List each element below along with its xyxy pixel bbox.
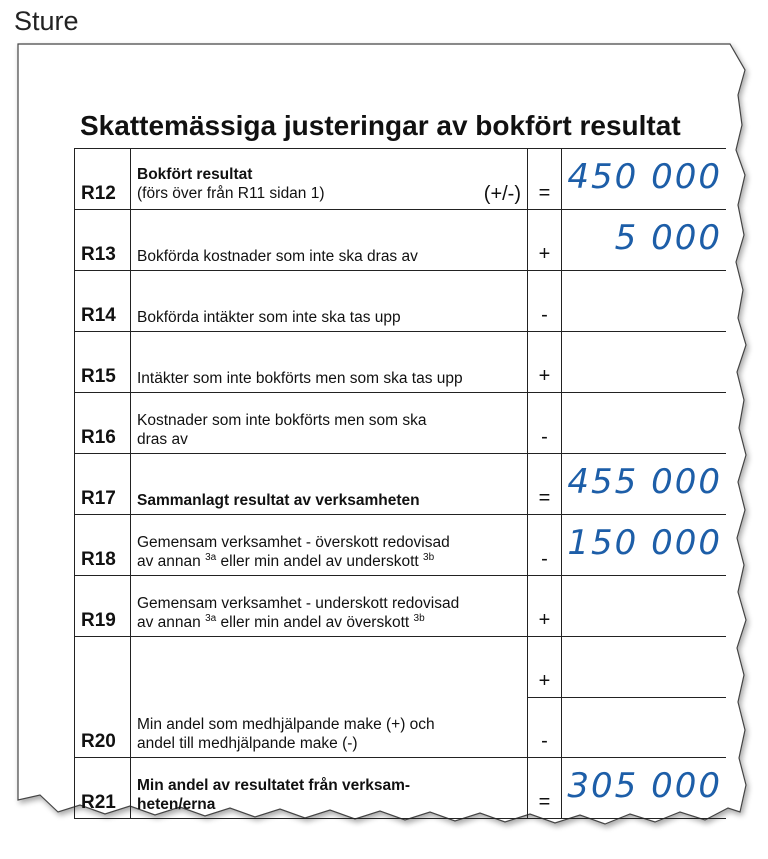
owner-name: Sture [14, 6, 79, 36]
row-code: R17 [75, 454, 131, 514]
row-description: Kostnader som inte bokförts men som ska dras av [131, 393, 528, 453]
row-description: Min andel av resultatet från verksam- heten/erna [131, 758, 528, 818]
amount-field-r14[interactable] [562, 271, 726, 331]
row-description: Sammanlagt resultat av verksamheten [131, 454, 528, 514]
row-code: R21 [75, 758, 131, 818]
row-code: R13 [75, 210, 131, 270]
row-r17 [75, 454, 726, 515]
amount-field-r13[interactable]: 5 000 [614, 218, 722, 258]
amount-field-r17[interactable]: 455 000 [567, 462, 722, 502]
amount-field-r18[interactable]: 150 000 [567, 523, 722, 563]
row-code: R12 [75, 149, 131, 209]
amount-field-r20-plus[interactable] [562, 637, 726, 698]
footnote-ref: 3b [423, 552, 435, 563]
row-description: Bokfört resultat (förs över från R11 sidan 1) (+/-) [131, 149, 528, 209]
form-title: Skattemässiga justeringar av bokfört resultat [80, 110, 681, 141]
operator-cell: + - [528, 637, 562, 757]
operator-cell: - [528, 271, 562, 331]
row-r13 [75, 210, 726, 271]
row-description: Intäkter som inte bokförts men som ska tas upp [131, 332, 528, 392]
operator-cell: = [528, 758, 562, 818]
row-r12 [75, 149, 726, 210]
row-description: Bokförda kostnader som inte ska dras av [131, 210, 528, 270]
amount-field-r20-minus[interactable] [562, 698, 726, 758]
operator-cell: + [528, 332, 562, 392]
amount-field-r21[interactable]: 305 000 [567, 766, 722, 806]
row-description: Min andel som medhjälpande make (+) och andel till medhjälpande make (-) [131, 637, 528, 757]
footnote-ref: 3a [205, 613, 217, 624]
footnote-ref: 3a [205, 552, 217, 563]
row-code: R16 [75, 393, 131, 453]
amount-field-r12[interactable]: 450 000 [567, 157, 722, 197]
amount-field-r16[interactable] [562, 393, 726, 453]
row-r20 [75, 637, 726, 758]
row-description: Gemensam verksamhet - överskott redovisad av annan $^{3a}$ eller min andel av underskott $^{3b}$ [131, 515, 528, 575]
row-code: R20 [75, 637, 131, 757]
adjustment-table [74, 148, 726, 819]
operator-cell: = [528, 149, 562, 209]
amount-fields-r20 [562, 637, 726, 757]
amount-field-r15[interactable] [562, 332, 726, 392]
row-r19 [75, 576, 726, 637]
operator-cell: - [528, 393, 562, 453]
row-r14 [75, 271, 726, 332]
row-code: R19 [75, 576, 131, 636]
row-r18 [75, 515, 726, 576]
row-code: R15 [75, 332, 131, 392]
row-r21 [75, 758, 726, 819]
row-description: Bokförda intäkter som inte ska tas upp [131, 271, 528, 331]
row-description: Gemensam verksamhet - underskott redovisad av annan $^{3a}$ eller min andel av överskott $^{3b}$ [131, 576, 528, 636]
operator-cell: - [528, 515, 562, 575]
row-r15 [75, 332, 726, 393]
operator-cell: = [528, 454, 562, 514]
row-code: R14 [75, 271, 131, 331]
operator-cell: + [528, 576, 562, 636]
sign-hint: (+/-) [483, 183, 521, 205]
row-code: R18 [75, 515, 131, 575]
footnote-ref: 3b [413, 613, 425, 624]
operator-cell: + [528, 210, 562, 270]
row-r16 [75, 393, 726, 454]
amount-field-r19[interactable] [562, 576, 726, 636]
